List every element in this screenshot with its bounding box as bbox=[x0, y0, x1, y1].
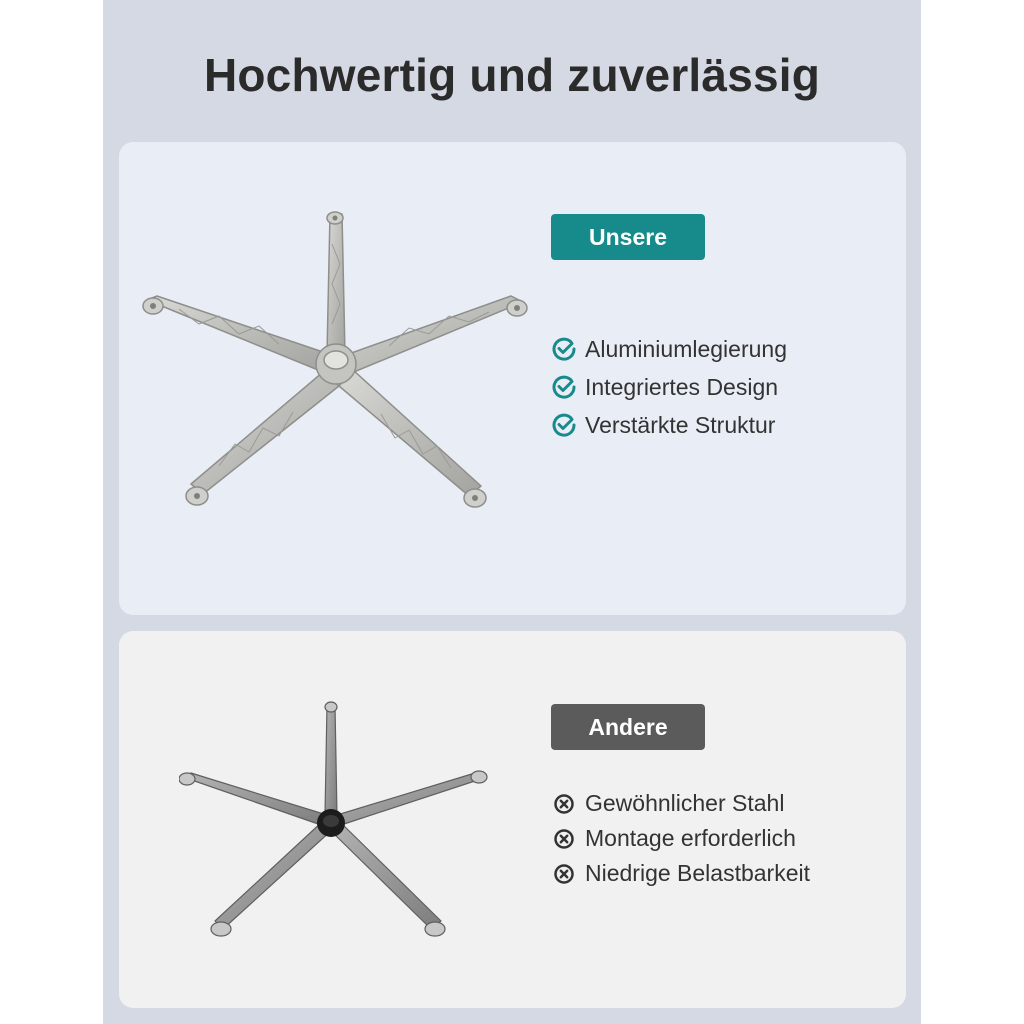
list-item bbox=[551, 368, 787, 406]
steel-base-image bbox=[179, 697, 499, 947]
list-item bbox=[551, 856, 810, 891]
comparison-panel bbox=[103, 0, 921, 1024]
check-circle-icon bbox=[551, 412, 577, 438]
list-item bbox=[551, 330, 787, 368]
feature-label: Montage erforderlich bbox=[585, 825, 796, 851]
page-title: Hochwertig und zuverlässig bbox=[203, 49, 821, 101]
feature-label: Gewöhnlicher Stahl bbox=[585, 790, 785, 816]
list-item bbox=[551, 786, 810, 821]
our-product-card bbox=[119, 142, 906, 615]
others-feature-list bbox=[551, 786, 810, 891]
list-item bbox=[551, 821, 810, 856]
x-circle-icon bbox=[551, 791, 577, 817]
feature-label: Integriertes Design bbox=[585, 373, 779, 400]
x-circle-icon bbox=[551, 826, 577, 852]
check-circle-icon bbox=[551, 374, 577, 400]
feature-label: Aluminiumlegierung bbox=[585, 335, 787, 362]
ours-badge: Unsere bbox=[551, 214, 705, 260]
others-badge: Andere bbox=[551, 704, 705, 750]
feature-label: Verstärkte Struktur bbox=[585, 411, 776, 438]
feature-label: Niedrige Belastbarkeit bbox=[585, 860, 811, 886]
check-circle-icon bbox=[551, 336, 577, 362]
list-item bbox=[551, 406, 787, 444]
aluminum-base-image bbox=[139, 204, 539, 534]
x-circle-icon bbox=[551, 861, 577, 887]
other-product-card bbox=[119, 631, 906, 1008]
ours-feature-list bbox=[551, 330, 787, 444]
